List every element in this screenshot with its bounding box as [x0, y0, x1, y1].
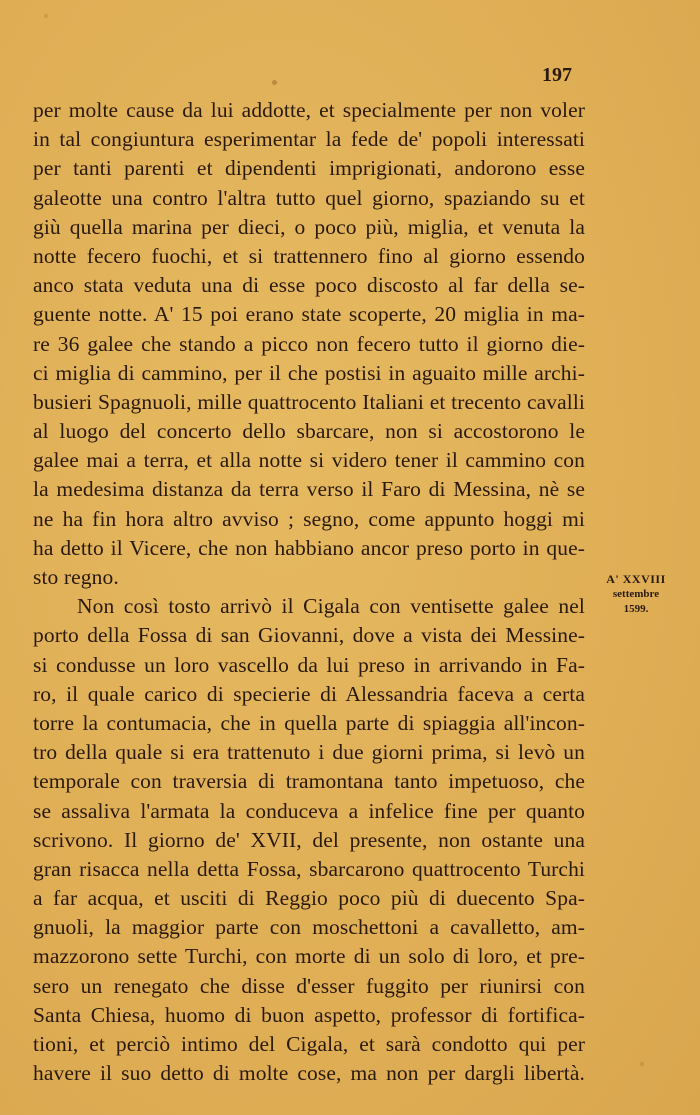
text-line: mazzorono sette Turchi, con morte di un solo di loro, et pre- [33, 944, 585, 969]
text-line: a far acqua, et usciti di Reggio poco più di duecento Spa- [33, 886, 585, 911]
text-line: sto regno. [33, 565, 119, 589]
text-line: tioni, et perciò intimo del Cigala, et sarà condotto qui per [33, 1032, 585, 1056]
paper-speck [640, 1062, 644, 1066]
body-text [33, 96, 585, 1088]
text-line: Non così tosto arrivò il Cigala con ventisette galee nel [77, 594, 585, 619]
margin-note-year: 1599. [623, 603, 649, 615]
text-line: Santa Chiesa, huomo di buon aspetto, professor di fortifica- [33, 1002, 585, 1027]
text-line: ha detto il Vicere, che non habbiano ancor preso porto in que- [33, 535, 585, 560]
text-line: galeotte una contro l'altra tutto quel giorno, spaziando su et [33, 185, 585, 210]
text-line: si condusse un loro vascello da lui preso in arrivando in Fa- [33, 652, 585, 677]
text-line: tro della quale si era trattenuto i due giorni prima, si levò un [33, 740, 585, 765]
text-line: scrivono. Il giorno de' XVII, del presente, non ostante una [33, 827, 585, 852]
text-line: gnuoli, la maggior parte con moschettoni a cavalletto, am- [33, 915, 585, 940]
text-line: torre la contumacia, che in quella parte di spiaggia all'incon- [33, 710, 585, 735]
text-line: havere il suo detto di molte cose, ma non per dargli libertà. [33, 1061, 585, 1086]
text-line: in tal congiuntura esperimentar la fede de' popoli interessati [33, 127, 585, 152]
margin-note-month: settembre [612, 588, 660, 600]
text-line: per tanti parenti et dipendenti imprigionati, andorono esse [33, 156, 585, 181]
text-line: guente notte. A' 15 poi erano state scoperte, 20 miglia in ma- [33, 302, 585, 327]
text-line: la medesima distanza da terra verso il Faro di Messina, nè se [33, 477, 585, 502]
margin-note-day: A' XXVIII [606, 572, 666, 586]
text-line: galee mai a terra, et alla notte si videro tener il cammino con [33, 448, 585, 473]
text-line: giù quella marina per dieci, o poco più, miglia, et venuta la [33, 214, 585, 239]
text-line: se assaliva l'armata la conduceva a infelice fine per quanto [33, 798, 585, 823]
text-line: gran risacca nella detta Fossa, sbarcarono quattrocento Turchi [33, 856, 585, 881]
text-line: anco stata veduta una di esse poco discosto al far della se- [33, 273, 585, 298]
text-line: temporale con traversia di tramontana tanto impetuoso, che [33, 769, 585, 794]
text-line: ne ha fin hora altro avviso ; segno, come appunto hoggi mi [33, 506, 585, 531]
text-line: ci miglia di cammino, per il che postisi in aguaito mille archi- [33, 360, 585, 385]
text-line: re 36 galee che stando a picco non fecero tutto il giorno die- [33, 331, 585, 356]
text-line: per molte cause da lui addotte, et specialmente per non voler [33, 98, 585, 122]
page-number: 197 [542, 64, 572, 86]
text-line: notte fecero fuochi, et si trattennero fino al giorno essendo [33, 243, 585, 268]
text-line: porto della Fossa di san Giovanni, dove a vista dei Messine- [33, 623, 585, 648]
paper-speck [272, 80, 277, 85]
text-line: ro, il quale carico di specierie di Alessandria faceva a certa [33, 681, 585, 706]
margin-note-date [594, 572, 678, 617]
text-line: sero un renegato che disse d'esser fuggito per riunirsi con [33, 973, 585, 998]
paper-speck [44, 14, 48, 18]
text-line: al luogo del concerto dello sbarcare, non si accostorono le [33, 419, 585, 444]
text-line: busieri Spagnuoli, mille quattrocento Italiani et trecento cavalli [33, 389, 585, 414]
